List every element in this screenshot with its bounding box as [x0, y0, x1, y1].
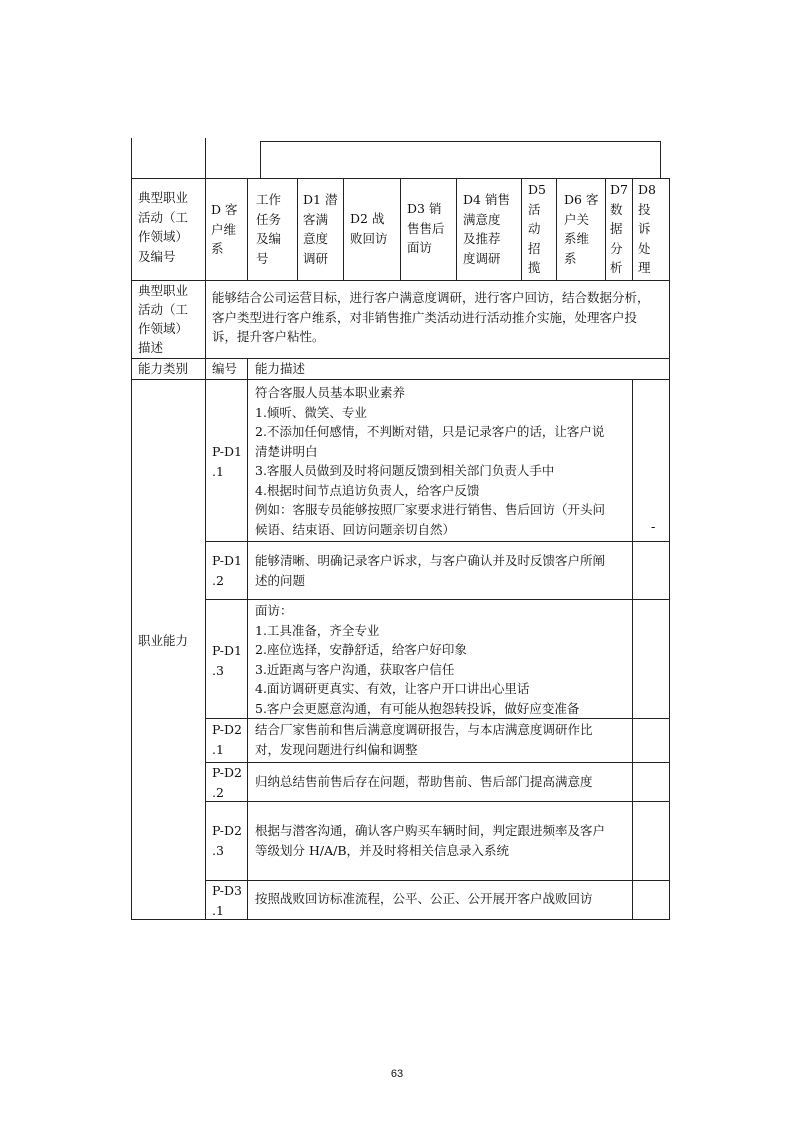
ability-line: 例如：客服专员能够按照厂家要求进行销售、售后回访（开头问	[255, 502, 606, 517]
task-line: D3 销	[407, 201, 442, 216]
column-header-description: 能力描述	[255, 361, 306, 376]
ability-description	[255, 821, 605, 860]
description-label-line: 典型职业	[138, 283, 189, 298]
table-line	[205, 762, 670, 763]
ability-code-line: .1	[212, 741, 224, 757]
page-number: 63	[390, 1068, 404, 1080]
header-label	[138, 188, 188, 266]
table-line	[632, 379, 633, 919]
task-line: 数	[610, 201, 623, 217]
ability-code-line: P-D1	[212, 553, 242, 568]
ability-line: 对，发现问题进行纠偏和调整	[255, 741, 418, 757]
ability-line: 面访：	[255, 603, 293, 618]
ability-line: 2.座位选择，安静舒适，给客户好印象	[255, 642, 467, 657]
ability-code-line: P-D2	[212, 765, 242, 780]
tasks-header-line: 及编	[256, 231, 282, 246]
task-line: 活	[528, 201, 541, 217]
ability-line: 3.客服人员做到及时将问题反馈到相关部门负责人手中	[255, 463, 555, 478]
table-line	[205, 880, 670, 881]
description-text	[212, 288, 650, 347]
task-d1	[303, 190, 337, 268]
table-line	[297, 178, 298, 280]
table-line	[205, 541, 670, 542]
ability-line: 2.不添加任何感情，不判断对错，只是记录客户的话，让客户说	[255, 424, 605, 439]
ability-code	[212, 442, 242, 481]
ability-line: 4.根据时间节点追访负责人，给客户反馈	[255, 482, 480, 498]
description-label-line: 描述	[138, 340, 164, 355]
tasks-header-line: 号	[256, 250, 269, 266]
ability-description	[255, 772, 593, 792]
domain-name-line: 户维	[211, 221, 237, 237]
header-label-line: 活动（工	[138, 209, 189, 225]
description-label-line: 活动（工	[138, 302, 189, 317]
table-line	[260, 141, 261, 178]
task-line: 系	[564, 250, 577, 266]
ability-line: 符合客服人员基本职业素养	[255, 385, 406, 400]
task-line: D7	[610, 182, 628, 197]
task-line: 度调研	[463, 250, 501, 266]
table-line	[205, 138, 206, 178]
task-line: D5	[528, 182, 546, 197]
ability-line: 结合厂家售前和售后满意度调研报告，与本店满意度调研作比	[255, 722, 593, 737]
task-d5	[528, 180, 546, 278]
task-line: 调研	[303, 250, 329, 266]
task-line: 分	[610, 240, 623, 256]
tasks-header-line: 工作	[256, 192, 282, 207]
task-line: D6 客	[564, 192, 599, 207]
table-line	[632, 178, 633, 280]
task-line: 析	[610, 260, 623, 275]
ability-line: 能够清晰、明确记录客户诉求，与客户确认并及时反馈客户所阐	[255, 553, 606, 568]
table-line	[400, 178, 401, 280]
ability-code-line: .2	[212, 784, 224, 800]
task-line: D4 销售	[463, 192, 510, 207]
table-line	[343, 178, 344, 280]
description-label-line: 作领域）	[138, 321, 189, 336]
category-name: 职业能力	[138, 633, 189, 648]
task-d3	[407, 199, 445, 258]
task-line: 户关	[564, 211, 590, 227]
task-line: 据	[610, 221, 623, 236]
ability-line: 1.倾听、微笑、专业	[255, 404, 367, 420]
ability-code-line: .3	[212, 842, 224, 858]
ability-line: 5.客户会更愿意沟通，有可能从抱怨转投诉，做好应变准备	[255, 700, 580, 716]
task-line: 满意度	[463, 211, 501, 227]
ability-description	[255, 720, 593, 759]
task-line: 及推荐	[463, 231, 501, 246]
description-text-line: 能够结合公司运营目标，进行客户满意度调研，进行客户回访，结合数据分析，	[212, 290, 650, 305]
column-header-category: 能力类别	[138, 361, 189, 376]
table-line	[247, 358, 248, 919]
ability-code-line: P-D3	[212, 883, 242, 898]
table-line	[605, 178, 606, 280]
ability-line: 清楚讲明白	[255, 443, 318, 459]
ability-description	[255, 383, 605, 539]
task-line: 诉	[638, 221, 651, 236]
table-line	[131, 379, 670, 380]
task-d6	[564, 190, 598, 268]
task-line: D1 潜	[303, 192, 338, 207]
ability-line: 3.近距离与客户沟通，获取客户信任	[255, 661, 455, 677]
ability-code	[212, 551, 242, 590]
task-line: 揽	[528, 260, 541, 275]
ability-line: 1.工具准备，齐全专业	[255, 622, 380, 638]
ability-description	[255, 601, 579, 718]
task-d7	[610, 180, 628, 278]
table-line	[660, 141, 661, 178]
ability-line: 述的问题	[255, 572, 306, 588]
table-border-right	[669, 178, 670, 919]
ability-code-line: P-D2	[212, 722, 242, 737]
description-text-line: 诉，提升客户粘性。	[212, 329, 325, 344]
ability-code	[212, 821, 242, 860]
header-label-line: 典型职业	[138, 190, 189, 205]
ability-code-line: .2	[212, 572, 224, 588]
ability-code	[212, 641, 242, 680]
task-line: 客满	[303, 211, 329, 227]
ability-line: 根据与潜客沟通，确认客户购买车辆时间，判定跟进频率及客户	[255, 823, 606, 838]
table-line	[205, 280, 206, 358]
task-line: 动	[528, 221, 541, 236]
table-line	[205, 599, 670, 600]
task-line: D8	[638, 182, 656, 197]
task-line: 败回访	[350, 230, 388, 246]
table-line	[205, 718, 670, 719]
task-line: 处	[638, 240, 651, 256]
ability-description	[255, 551, 605, 590]
domain-name-line: 系	[211, 241, 224, 256]
table-line	[131, 280, 670, 281]
task-line: 投	[638, 201, 651, 217]
table-line	[205, 178, 206, 280]
domain-name-line: D 客	[211, 202, 238, 217]
ability-code-line: .1	[212, 902, 224, 918]
column-header-code: 编号	[212, 361, 238, 376]
ability-code-line: .3	[212, 662, 224, 678]
ability-code-line: .1	[212, 463, 224, 479]
ability-code-line: P-D1	[212, 444, 242, 459]
table-line	[456, 178, 457, 280]
tasks-header	[256, 190, 281, 268]
ability-code-line: P-D1	[212, 643, 242, 658]
ability-code	[212, 881, 242, 920]
table-border-left	[131, 138, 132, 919]
table-line	[260, 141, 661, 142]
header-label-line: 作领域）	[138, 229, 189, 244]
task-line: 招	[528, 240, 541, 256]
ability-code	[212, 763, 242, 802]
tasks-header-line: 任务	[256, 211, 282, 227]
ability-line: 按照战败回访标准流程，公平、公正、公开展开客户战败回访	[255, 891, 593, 906]
ability-line: 4.面访调研更真实、有效，让客户开口讲出心里话	[255, 681, 530, 696]
ability-code-line: P-D2	[212, 823, 242, 838]
description-label	[138, 281, 188, 357]
task-line: 售售后	[407, 220, 445, 236]
task-d2	[350, 209, 388, 248]
task-d4	[463, 190, 510, 268]
domain-name	[211, 200, 238, 259]
description-text-line: 客户类型进行客户维系，对非销售推广类活动进行活动推介实施，处理客户投	[212, 309, 638, 325]
task-line: 意度	[303, 231, 329, 246]
table-line	[205, 801, 670, 802]
ability-line: 归纳总结售前售后存在问题，帮助售前、售后部门提高满意度	[255, 774, 593, 789]
task-d8	[638, 180, 656, 278]
table-line	[247, 178, 248, 280]
ability-description	[255, 889, 593, 909]
ability-mark: -	[651, 520, 656, 535]
task-line: 系维	[564, 231, 590, 246]
task-line: D2 战	[350, 211, 385, 226]
ability-line: 等级划分 H/A/B，并及时将相关信息录入系统	[255, 842, 510, 858]
task-line: 面访	[407, 240, 433, 255]
ability-code	[212, 720, 242, 759]
header-label-line: 及编号	[138, 248, 176, 264]
ability-line: 候语、结束语、回访问题亲切自然）	[255, 521, 456, 537]
table-line	[521, 178, 522, 280]
table-line	[205, 358, 206, 919]
table-line	[556, 178, 557, 280]
task-line: 理	[638, 260, 651, 275]
